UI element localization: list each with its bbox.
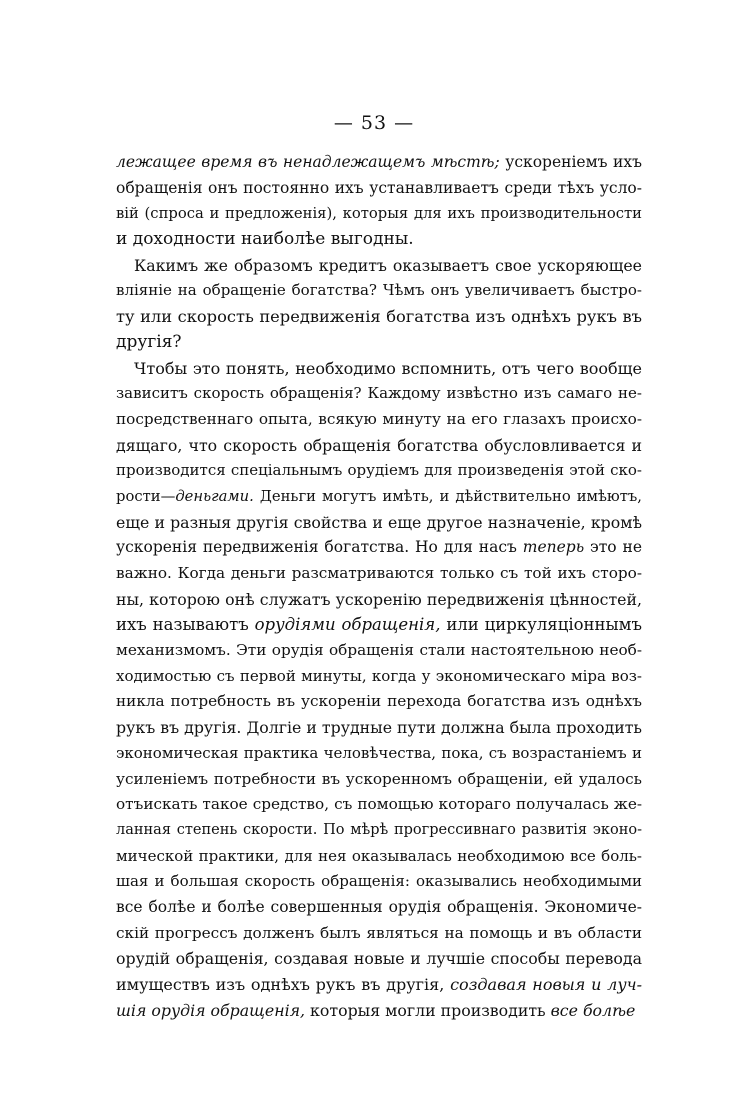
text-line bbox=[116, 510, 642, 536]
text-segment: рости— bbox=[116, 487, 176, 505]
text-line bbox=[116, 535, 642, 561]
text-line bbox=[116, 792, 642, 818]
text-segment: никла потребность въ ускореніи перехода богатства изъ однѣхъ bbox=[116, 692, 642, 711]
text-segment: рукъ въ другія. Долгіе и трудные пути должна была проходить bbox=[116, 718, 642, 738]
text-segment: важно. Когда деньги разсматриваются только съ той ихъ сторо- bbox=[116, 564, 642, 582]
text-segment: шая и большая скорость обращенія: оказывались необходимыми bbox=[116, 872, 642, 891]
text-segment: экономическая практика человѣчества, пока, съ возрастаніемъ и bbox=[116, 743, 642, 762]
text-segment: мической практики, для нея оказывалась необходимою все боль- bbox=[116, 846, 642, 865]
text-segment: ускореніемъ ихъ bbox=[499, 153, 642, 171]
text-segment: вліяніе на обращеніе богатства? Чѣмъ онъ увеличиваетъ быстро- bbox=[116, 281, 642, 300]
text-segment: еще и разныя другія свойства и еще другое назначеніе, кромѣ bbox=[116, 512, 642, 532]
text-line bbox=[116, 921, 642, 947]
text-line bbox=[116, 818, 642, 844]
text-segment: ны, которою онѣ служатъ ускоренію передвиженія цѣнностей, bbox=[116, 589, 642, 609]
italic-text: лежащее время въ ненадлежащемъ мѣстѣ; bbox=[116, 153, 500, 171]
text-line bbox=[116, 741, 642, 767]
italic-text: создавая новыя и луч- bbox=[450, 975, 642, 994]
text-line bbox=[116, 561, 642, 587]
text-line bbox=[116, 227, 642, 253]
text-segment: которыя могли производить bbox=[305, 1000, 551, 1020]
italic-text: орудіями обращенія, bbox=[254, 615, 441, 635]
text-line bbox=[116, 767, 642, 793]
paragraph bbox=[116, 356, 642, 1024]
text-segment: посредственнаго опыта, всякую минуту на его глазахъ происхо- bbox=[116, 409, 642, 428]
text-line bbox=[116, 458, 642, 484]
text-line bbox=[116, 356, 642, 382]
italic-text: теперь bbox=[522, 538, 585, 557]
text-segment: ту или скорость передвиженія богатства изъ однѣхъ рукъ въ bbox=[116, 307, 642, 327]
text-segment: механизмомъ. Эти орудія обращенія стали настоятельною необ- bbox=[116, 641, 642, 660]
text-line bbox=[116, 253, 642, 279]
text-segment: ихъ называютъ bbox=[116, 615, 255, 635]
text-line bbox=[116, 869, 642, 895]
text-segment: или циркуляціоннымъ bbox=[440, 615, 642, 635]
body-text bbox=[116, 150, 642, 1023]
italic-text: деньгами. bbox=[175, 487, 254, 505]
text-segment: обращенія онъ постоянно ихъ устанавливаетъ среди тѣхъ усло- bbox=[116, 178, 642, 197]
text-line bbox=[116, 304, 642, 330]
text-line bbox=[116, 844, 642, 870]
text-segment: усиленіемъ потребности въ ускоренномъ обращеніи, ей удалось bbox=[116, 769, 642, 788]
text-line bbox=[116, 433, 642, 459]
paragraph bbox=[116, 150, 642, 253]
text-line bbox=[116, 278, 642, 304]
text-line bbox=[116, 407, 642, 433]
text-segment: Какимъ же образомъ кредитъ оказываетъ свое ускоряющее bbox=[134, 255, 642, 275]
text-segment: скій прогрессъ долженъ былъ являться на помощь и въ области bbox=[116, 923, 642, 942]
text-line bbox=[116, 715, 642, 741]
text-line bbox=[116, 664, 642, 690]
text-line bbox=[116, 946, 642, 972]
text-line bbox=[116, 381, 642, 407]
text-segment: ходимостью съ первой минуты, когда у экономическаго міра воз- bbox=[116, 666, 642, 685]
text-line bbox=[116, 330, 642, 356]
text-segment: Чтобы это понять, необходимо вспомнить, отъ чего вообще bbox=[134, 358, 642, 378]
text-line bbox=[116, 895, 642, 921]
text-line bbox=[116, 201, 642, 227]
text-line bbox=[116, 612, 642, 638]
text-segment: ланная степень скорости. По мѣрѣ прогрессивнаго развитія эконо- bbox=[116, 821, 642, 838]
text-segment: другія? bbox=[116, 331, 182, 352]
text-segment: все болѣе и болѣе совершенныя орудія обращенія. Экономиче- bbox=[116, 897, 642, 916]
text-segment: отъискать такое средство, съ помощью котораго получалась же- bbox=[116, 795, 642, 814]
text-segment: вій (спроса и предложенія), которыя для ихъ производительности bbox=[116, 205, 642, 223]
text-segment: производится спеціальнымъ орудіемъ для произведенія этой ско- bbox=[116, 461, 642, 480]
text-segment: зависитъ скорость обращенія? Каждому извѣстно изъ самаго не- bbox=[116, 384, 642, 403]
text-segment: дящаго, что скорость обращенія богатства обусловливается и bbox=[116, 435, 642, 455]
text-line bbox=[116, 638, 642, 664]
text-line bbox=[116, 150, 642, 176]
text-segment: Деньги могутъ имѣть, и дѣйствительно имѣютъ, bbox=[253, 487, 642, 505]
text-line bbox=[116, 689, 642, 715]
page-number: — 53 — bbox=[333, 112, 415, 134]
text-line bbox=[116, 176, 642, 202]
text-line bbox=[116, 972, 642, 998]
text-segment: это не bbox=[584, 538, 642, 557]
text-line bbox=[116, 998, 642, 1024]
text-segment: и доходности наиболѣе выгодны. bbox=[116, 229, 414, 250]
text-segment: орудій обращенія, создавая новые и лучшіе способы перевода bbox=[116, 949, 642, 969]
italic-text: шія орудія обращенія, bbox=[116, 1000, 306, 1020]
italic-text: все болѣе bbox=[550, 1000, 636, 1020]
text-line bbox=[116, 587, 642, 613]
text-segment: ускоренія передвиженія богатства. Но для насъ bbox=[116, 538, 523, 557]
paragraph bbox=[116, 253, 642, 356]
text-line bbox=[116, 484, 642, 510]
text-segment: имуществъ изъ однѣхъ рукъ въ другія, bbox=[116, 975, 451, 994]
